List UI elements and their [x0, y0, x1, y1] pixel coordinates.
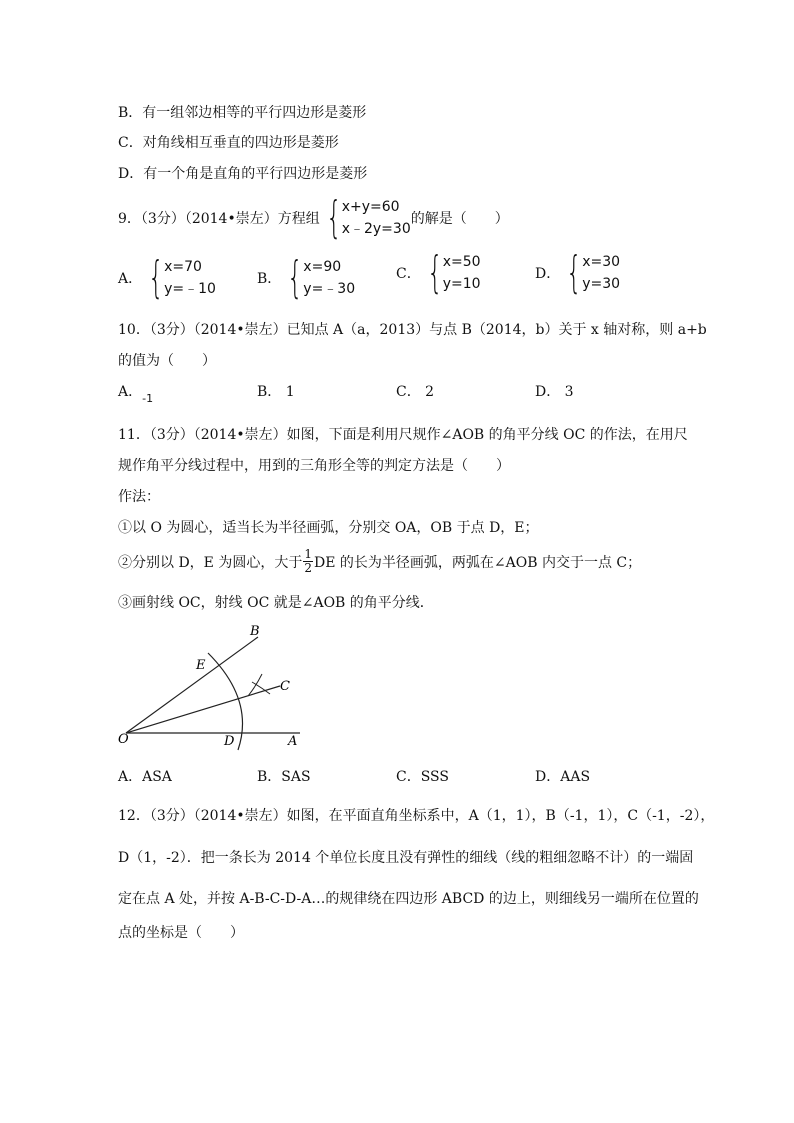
q9-option-c	[396, 247, 481, 298]
q9-eq2: x﹣2y=30	[341, 221, 411, 237]
label-o: O	[118, 732, 129, 747]
q8-option-b: B．有一组邻边相等的平行四边形是菱形	[118, 105, 367, 121]
q10-option-b: B． 1	[257, 384, 295, 400]
solution-x: x=70	[164, 259, 202, 275]
q11-option-b: B．SAS	[257, 769, 311, 785]
ray-oc	[126, 686, 280, 733]
solution-x: x=50	[442, 254, 481, 270]
label-e: E	[196, 658, 206, 673]
q9-stem-prefix: 9．（3分）（2014•崇左）方程组	[118, 211, 320, 227]
q11-option-a: A．ASA	[118, 769, 172, 785]
option-label: A．	[118, 271, 143, 287]
q8-option-c: C．对角线相互垂直的四边形是菱形	[118, 135, 339, 151]
fraction-denominator: 2	[304, 561, 312, 575]
q8-option-d: D．有一个角是直角的平行四边形是菱形	[118, 166, 368, 182]
q12-stem-line2: D（1，-2）．把一条长为 2014 个单位长度且没有弹性的细线（线的粗细忽略不计）的一端固	[118, 850, 694, 866]
q11-option-c: C．SSS	[396, 769, 449, 785]
q11-step3: ③画射线 OC，射线 OC 就是∠AOB 的角平分线．	[118, 595, 434, 611]
q9-stem-suffix: 的解是（ ）	[410, 211, 509, 227]
step2-suffix: DE 的长为半径画弧，两弧在∠AOB 内交于一点 C；	[314, 554, 642, 571]
angle-bisector-figure	[110, 620, 320, 755]
q11-stem-line1: 11．（3分）（2014•崇左）如图，下面是利用尺规作∠AOB 的角平分线 OC 的作法，在用尺	[118, 427, 688, 443]
solution-y: y=10	[442, 276, 481, 292]
ray-ob	[126, 637, 258, 733]
q9-eq1: x+y=60	[341, 199, 400, 215]
q11-step1: ①以 O 为圆心，适当长为半径画弧，分别交 OA，OB 于点 D，E；	[118, 520, 539, 536]
q11-step2	[118, 548, 641, 575]
step2-prefix: ②分别以 D，E 为圆心，大于	[118, 554, 303, 571]
brace-icon: {	[566, 247, 582, 298]
brace-icon: {	[427, 247, 443, 298]
brace-icon: {	[148, 252, 164, 303]
fraction-numerator: 1	[304, 547, 312, 561]
brace-icon: {	[326, 192, 342, 243]
option-label: D．	[535, 266, 561, 282]
solution-x: x=90	[303, 259, 342, 275]
q11-stem-line2: 规作角平分线过程中，用到的三角形全等的判定方法是（ ）	[118, 458, 510, 474]
q9-option-a	[118, 252, 216, 303]
q12-stem-line3: 定在点 A 处，并按 A-B-C-D-A…的规律绕在四边形 ABCD 的边上，则细线另一端所在位置的	[118, 891, 699, 907]
label-c: C	[280, 679, 290, 694]
brace-icon: {	[287, 252, 303, 303]
q12-stem-line4: 点的坐标是（ ）	[118, 925, 244, 941]
q11-option-d: D．AAS	[535, 769, 591, 785]
solution-y: y=﹣30	[303, 281, 356, 297]
q9-stem	[118, 192, 509, 243]
q10-stem-line2: 的值为（ ）	[118, 353, 216, 369]
label-d: D	[224, 734, 235, 749]
fraction-one-half	[303, 548, 313, 575]
q10-option-d: D． 3	[535, 384, 574, 400]
q9-option-d	[535, 247, 621, 298]
option-value: -1	[142, 392, 154, 405]
solution-x: x=30	[582, 254, 621, 270]
option-label: C．	[396, 266, 421, 282]
q10-option-a	[118, 382, 153, 403]
solution-y: y=30	[582, 276, 621, 292]
q11-method-title: 作法：	[118, 489, 160, 505]
q10-stem-line1: 10．（3分）（2014•崇左）已知点 A（a，2013）与点 B（2014，b）关于 x 轴对称，则 a+b	[118, 322, 707, 338]
q12-stem-line1: 12．（3分）（2014•崇左）如图，在平面直角坐标系中，A（1，1），B（-1，1），C（-1，-2），	[118, 808, 715, 824]
q10-option-c: C． 2	[396, 384, 435, 400]
solution-y: y=﹣10	[164, 281, 216, 297]
label-a: A	[288, 734, 298, 749]
option-label: B．	[257, 271, 282, 287]
option-label: A．	[118, 384, 143, 400]
label-b: B	[250, 624, 260, 639]
q9-equation-system	[320, 192, 411, 243]
q9-option-b	[257, 252, 356, 303]
